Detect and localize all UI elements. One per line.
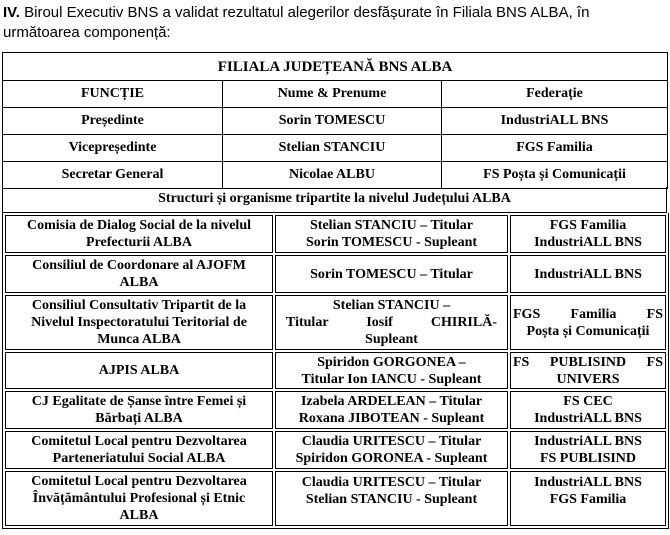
section-number: IV. [3,4,20,21]
table-row [5,391,666,429]
names-cell: Claudia URITESCU – Titular Spiridon GORONEA - Supleant [275,431,508,469]
federations-cell: FS CEC IndustriALL BNS [510,391,666,429]
names-cell: Stelian STANCIU – Titular Sorin TOMESCU - Supleant [275,215,508,253]
name-cell: Stelian STANCIU [223,135,442,162]
table-row [5,255,666,293]
header-name: Nume & Prenume [223,81,442,108]
table-row [5,471,666,526]
table-row [5,295,666,350]
body-cell: CJ Egalitate de Șanse între Femei și Bărbați ALBA [5,391,273,429]
branch-table-title: FILIALA JUDEȚEANĂ BNS ALBA [3,53,668,81]
structures-table [2,213,669,529]
names-cell: Claudia URITESCU – Titular Stelian STANCIU - Supleant [275,471,508,526]
body-cell: Consiliul de Coordonare al AJOFM ALBA [5,255,273,293]
body-cell: Comitetul Local pentru Dezvoltarea Învățământului Profesional și Etnic ALBA [5,471,273,526]
table-row [3,135,668,162]
intro-text: Biroul Executiv BNS a validat rezultatul alegerilor desfășurate în Filiala BNS ALBA, în următoarea componență: [3,4,590,41]
structures-title: Structuri și organisme tripartite la nivelul Județului ALBA [2,187,667,213]
federations-cell: FGS Familia FS Poșta și Comunicații [510,295,666,350]
name-cell: Nicolae ALBU [223,162,442,189]
body-cell: Comitetul Local pentru Dezvoltarea Parteneriatului Social ALBA [5,431,273,469]
federations-cell: IndustriALL BNS FS PUBLISIND [510,431,666,469]
names-cell: Izabela ARDELEAN – Titular Roxana JIBOTEAN - Supleant [275,391,508,429]
table-row [5,431,666,469]
table-row [3,162,668,189]
federations-cell: IndustriALL BNS FGS Familia [510,471,666,526]
header-federation: Federație [442,81,668,108]
function-cell: Vicepreședinte [3,135,223,162]
intro-paragraph [3,3,667,43]
branch-table [2,52,668,189]
names-cell: Sorin TOMESCU – Titular [275,255,508,293]
federations-cell: FS PUBLISIND FS UNIVERS [510,352,666,389]
header-function: FUNCȚIE [3,81,223,108]
federation-cell: IndustriALL BNS [442,108,668,135]
table-header-row [3,81,668,108]
names-cell: Spiridon GORGONEA – Titular Ion IANCU - Supleant [275,352,508,389]
function-cell: Președinte [3,108,223,135]
body-cell: Consiliul Consultativ Tripartit de la Nivelul Inspectoratului Teritorial de Munca ALBA [5,295,273,350]
table-row [5,352,666,389]
names-cell: Stelian STANCIU – Titular Iosif CHIRILĂ- Supleant [275,295,508,350]
federation-cell: FS Poșta și Comunicații [442,162,668,189]
body-cell: Comisia de Dialog Social de la nivelul Prefecturii ALBA [5,215,273,253]
function-cell: Secretar General [3,162,223,189]
federation-cell: FGS Familia [442,135,668,162]
table-row [5,215,666,253]
table-row [3,108,668,135]
body-cell: AJPIS ALBA [5,352,273,389]
federations-cell: IndustriALL BNS [510,255,666,293]
federations-cell: FGS Familia IndustriALL BNS [510,215,666,253]
name-cell: Sorin TOMESCU [223,108,442,135]
